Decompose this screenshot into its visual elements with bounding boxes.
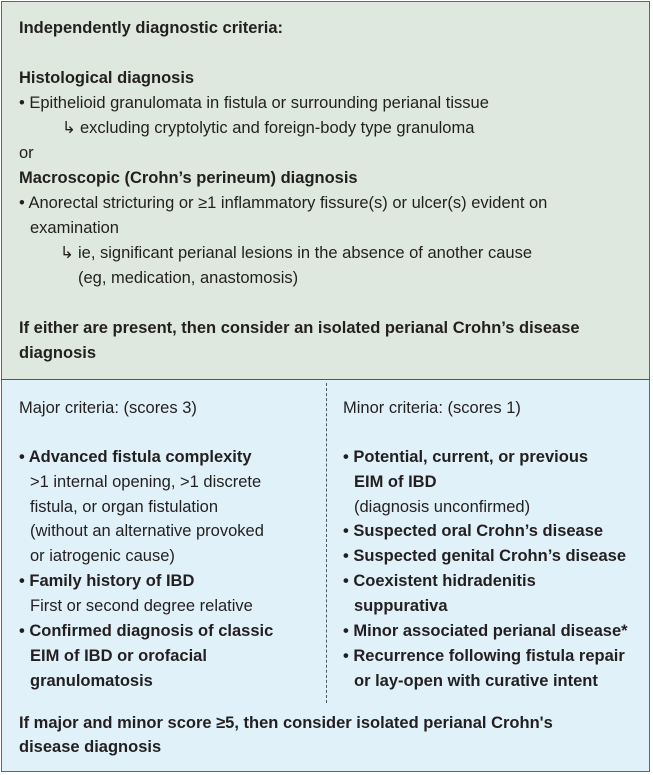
major-item-detail: or iatrogenic cause) [30, 547, 175, 565]
column-divider [326, 383, 327, 703]
macroscopic-sub-line2: (eg, medication, anastomosis) [78, 269, 299, 287]
macroscopic-title: Macroscopic (Crohn’s perineum) diagnosis [19, 169, 358, 187]
histological-sub: excluding cryptolytic and foreign-body type granuloma [80, 119, 475, 137]
bottom-conclusion-line1: If major and minor score ≥5, then consider isolated perianal Crohn's [19, 714, 553, 732]
bottom-conclusion-line2: disease diagnosis [19, 738, 162, 756]
macroscopic-bullet-line1: • Anorectal stricturing or ≥1 inflammatory fissure(s) or ulcer(s) evident on [19, 194, 548, 212]
major-item-title: • Family history of IBD [19, 572, 195, 590]
minor-item-title: • Coexistent hidradenitis [343, 572, 536, 590]
minor-item-title: EIM of IBD [354, 473, 437, 491]
top-conclusion-line2: diagnosis [19, 344, 97, 362]
minor-item-title: suppurativa [354, 597, 448, 615]
top-conclusion-line1: If either are present, then consider an isolated perianal Crohn’s disease [19, 319, 580, 337]
major-item-title: • Confirmed diagnosis of classic [19, 622, 274, 640]
major-item-detail: (without an alternative provoked [30, 522, 264, 540]
minor-item-title: • Suspected oral Crohn’s disease [343, 522, 604, 540]
histological-title: Histological diagnosis [19, 69, 195, 87]
minor-heading: Minor criteria: (scores 1) [343, 399, 521, 417]
sub-arrow-icon: ↳ [62, 119, 76, 137]
macroscopic-sub-line1: ie, significant perianal lesions in the absence of another cause [78, 244, 533, 262]
macroscopic-bullet-line2: examination [30, 219, 119, 237]
major-item-title: granulomatosis [30, 672, 153, 690]
sub-arrow-icon: ↳ [60, 244, 74, 262]
major-item-detail: fistula, or organ fistulation [30, 498, 219, 516]
minor-item-title: • Suspected genital Crohn’s disease [343, 547, 626, 565]
major-item-title: • Advanced fistula complexity [19, 448, 252, 466]
minor-item-title: • Potential, current, or previous [343, 448, 589, 466]
major-item-title: EIM of IBD or orofacial [30, 647, 207, 665]
minor-item-title: • Recurrence following fistula repair [343, 647, 625, 665]
or-text: or [19, 144, 34, 162]
minor-item-title: • Minor associated perianal disease* [343, 622, 628, 640]
major-heading: Major criteria: (scores 3) [19, 399, 197, 417]
major-item-detail: First or second degree relative [30, 597, 253, 615]
major-item-detail: >1 internal opening, >1 discrete [30, 473, 262, 491]
minor-item-detail: (diagnosis unconfirmed) [354, 498, 531, 516]
minor-item-title: or lay-open with curative intent [354, 672, 598, 690]
histological-bullet: • Epithelioid granulomata in fistula or surrounding perianal tissue [19, 94, 489, 112]
section-heading: Independently diagnostic criteria: [19, 19, 284, 37]
